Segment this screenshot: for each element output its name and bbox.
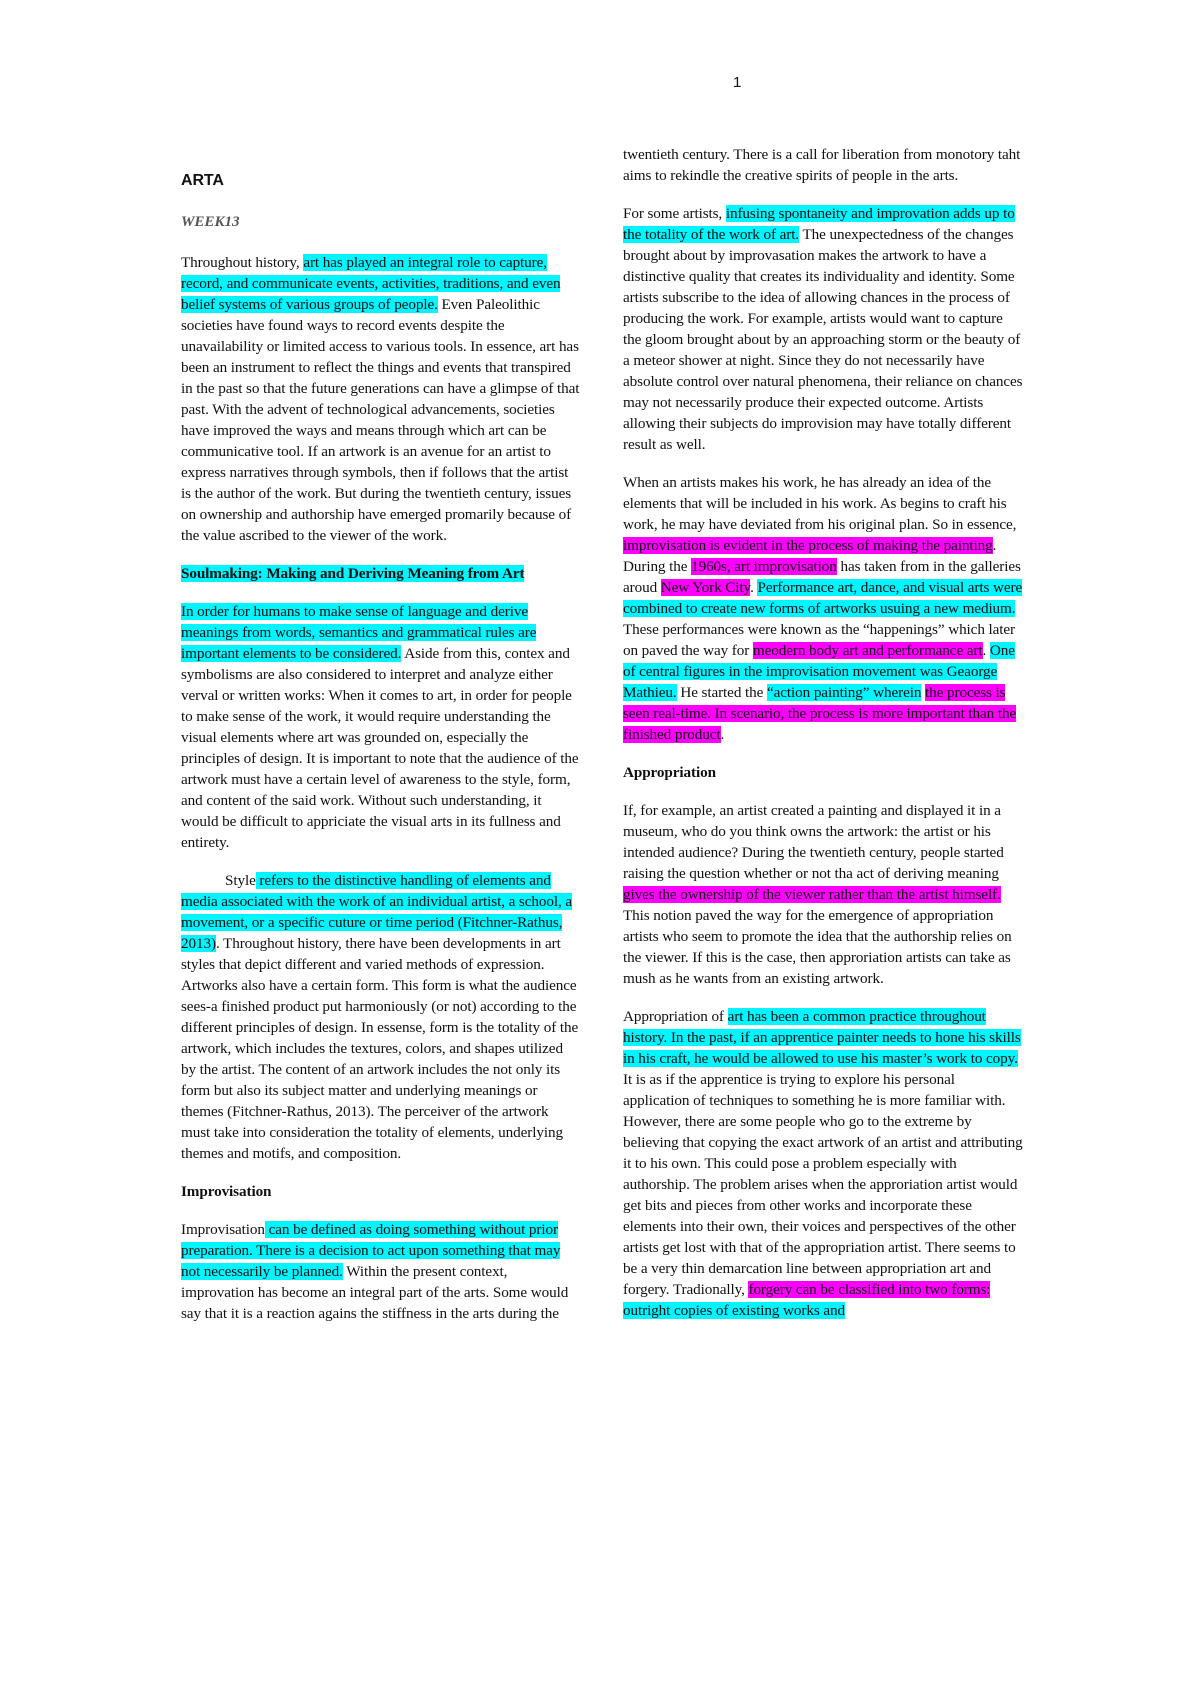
highlight-magenta: meodern body art and performance art bbox=[752, 642, 983, 659]
text-run: Aside from this, contex and symbolisms are also considered to interpret and analyze either verval or written works: When it comes to art, in order for people to make sense of the work, it would require understanding the visual elements where art was grounded on, especially the principles of design. It is important to note that the audience of the artwork must have a certain level of awareness to the style, form, and content of the said work. Without such understanding, it would be difficult to appriciate the visual arts in its fullness and entirety. bbox=[181, 645, 579, 851]
highlight-magenta: New York City bbox=[660, 579, 751, 596]
spontaneity-paragraph bbox=[623, 203, 1023, 455]
text-run: If, for example, an artist created a painting and displayed it in a museum, who do you think owns the artwork: the artist or his intended audience? During the twentieth century, people started raising the question whether or not tha act of deriving meaning bbox=[623, 802, 1004, 882]
text-run: Style bbox=[225, 872, 256, 889]
highlight-cyan: One of central figures in the improvisation movement was Geaorge Mathieu. bbox=[623, 642, 1015, 701]
text-run: Appropriation of bbox=[623, 1008, 728, 1025]
week-label: WEEK13 bbox=[181, 213, 240, 230]
text-run: Within the present context, improvation has become an integral part of the arts. Some would say that it is a reaction agains the stiffness in the arts during the bbox=[181, 1263, 569, 1322]
highlight-cyan: can be defined as doing something without prior preparation. There is a decision to act upon something that may not necessarily be planned. bbox=[181, 1221, 561, 1280]
text-run: Throughout history, bbox=[181, 254, 304, 271]
highlight-cyan: art has been a common practice throughout history. In the past, if an apprentice painter needs to hone his skills in his craft, he would be allowed to use his master’s work to copy. bbox=[623, 1008, 1021, 1067]
highlight-cyan: In order for humans to make sense of language and derive meanings from words, semantics and grammatical rules are important elements to be considered. bbox=[181, 603, 537, 662]
highlight-cyan: infusing spontaneity and improvation adds up to the totality of the work of art. bbox=[623, 205, 1015, 243]
text-run: For some artists, bbox=[623, 205, 726, 222]
liberation-paragraph bbox=[623, 144, 1023, 186]
page-number: 1 bbox=[733, 74, 742, 91]
highlight-cyan: Soulmaking: Making and Deriving Meaning from Art bbox=[181, 565, 525, 582]
section-heading-appropriation: Appropriation bbox=[623, 764, 716, 781]
highlight-magenta: 1960s, art improvisation bbox=[691, 558, 837, 575]
text-run: It is as if the apprentice is trying to explore his personal application of techniques to something he is more familiar with. However, there are some people who go to the extreme by believing that copying the exact artwork of an artist and attributing it to his own. This could pose a problem especially with authorship. The problem arises when the approriation artist would get bits and pieces from other works and incorporate these elements into their own, their voices and perspectives of the other artists get lost with that of the appropriation artist. There seems to be a very thin demarcation line between appropriation art and forgery. Tradionally, bbox=[623, 1071, 1023, 1298]
text-run: Even Paleolithic societies have found ways to record events despite the unavailability or limited access to various tools. In essence, art has been an instrument to reflect the things and events that transpired in the past so that the future generations can have a glimpse of that past. With the advent of technological advancements, societies have improved the ways and means through which art can be communicative tool. If an artwork is an avenue for an artist to express narratives through symbols, then if follows that the artist is the author of the work. But during the twentieth century, issues on ownership and authorship have emerged promarily because of the value ascribed to the viewer of the work. bbox=[181, 296, 580, 544]
style-paragraph bbox=[181, 870, 581, 1164]
left-column bbox=[181, 170, 581, 1341]
soulmaking-paragraph bbox=[181, 601, 581, 853]
text-run: The unexpectedness of the changes brought about by improvasation makes the artwork to have a distinctive quality that creates its individuality and identity. Some artists subscribe to the idea of allowing chances in the process of producing the work. For example, artists would want to capture the gloom brought about by an approaching storm or the beauty of a meteor shower at night. Since they do not necessarily have absolute control over natural phenomena, their reliance on chances may not necessarily produce their expected outcome. Artists allowing their subjects do improvision may have totally different result as well. bbox=[623, 226, 1023, 453]
section-heading-soulmaking bbox=[181, 563, 581, 584]
text-run: When an artists makes his work, he has already an idea of the elements that will be included in his work. As begins to craft his work, he may have deviated from his original plan. So in essence, bbox=[623, 474, 1017, 533]
highlight-cyan: outright copies of existing works and bbox=[623, 1302, 845, 1319]
text-run: . bbox=[982, 642, 990, 659]
highlight-cyan: refers to the distinctive handling of elements and media associated with the work of an individual artist, a school, a movement, or a specific cuture or time period (Fitchner-Rathus, 2013) bbox=[181, 872, 573, 952]
text-run: . During the bbox=[623, 537, 997, 575]
text-run: Improvisation bbox=[181, 1221, 265, 1238]
text-run: . bbox=[720, 726, 725, 743]
document-title: ARTA bbox=[181, 172, 224, 189]
text-run: He started the bbox=[676, 684, 767, 701]
intro-paragraph bbox=[181, 252, 581, 546]
highlight-magenta: the process is seen real-time. In scenario, the process is more important than the finished product bbox=[623, 684, 1017, 743]
highlight-magenta: forgery can be classified into two forms: bbox=[748, 1281, 991, 1298]
text-run: . bbox=[750, 579, 758, 596]
highlight-cyan: Performance art, dance, and visual arts were combined to create new forms of artworks usuing a new medium. bbox=[623, 579, 1023, 617]
happenings-paragraph bbox=[623, 472, 1023, 745]
right-column bbox=[623, 144, 1023, 1338]
text-run: twentieth century. There is a call for liberation from monotory taht aims to rekindle the creative spirits of people in the arts. bbox=[623, 146, 1021, 184]
highlight-cyan: art has played an integral role to capture, record, and communicate events, activities, traditions, and even belief systems of various groups of people. bbox=[181, 254, 561, 313]
highlight-cyan: “action painting” wherein bbox=[766, 684, 922, 701]
forgery-paragraph bbox=[623, 1006, 1023, 1321]
text-run: has taken from in the galleries aroud bbox=[623, 558, 1021, 596]
text-run: . Throughout history, there have been developments in art styles that depict different and varied methods of expression. Artworks also have a certain form. This form is what the audience sees-a finished product put harmoniously (or not) according to the different principles of design. In essense, form is the totality of the artwork, which includes the textures, colors, and shapes utilized by the artist. The content of an artwork includes the not only its form but also its subject matter and underlying meanings or themes (Fitchner-Rathus, 2013). The perceiver of the artwork must take into consideration the totality of elements, underlying themes and motifs, and composition. bbox=[181, 935, 579, 1162]
section-heading-improvisation: Improvisation bbox=[181, 1183, 272, 1200]
improvisation-paragraph bbox=[181, 1219, 581, 1324]
highlight-magenta: gives the ownership of the viewer rather than the artist himself. bbox=[623, 886, 1001, 903]
highlight-magenta: improvisation is evident in the process of making the painting bbox=[623, 537, 993, 554]
text-run: These performances were known as the “happenings” which later on paved the way for bbox=[623, 621, 1015, 659]
text-run: This notion paved the way for the emergence of appropriation artists who seem to promote the idea that the authorship relies on the viewer. If this is the case, then approriation artists can take as mush as he wants from an existing artwork. bbox=[623, 907, 1012, 987]
ownership-paragraph bbox=[623, 800, 1023, 989]
